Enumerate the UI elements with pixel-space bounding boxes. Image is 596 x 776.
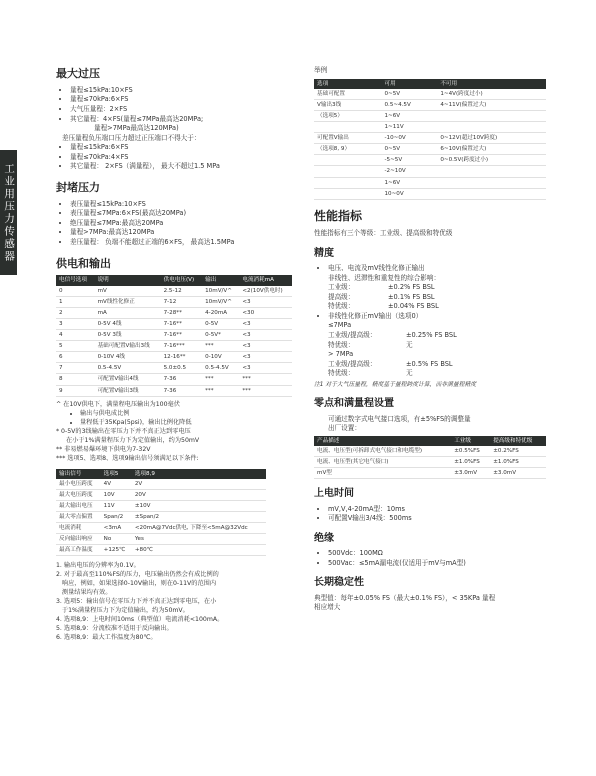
diff-intro: 差压量程负压端口压力超过正压端口不得大于：	[62, 133, 201, 142]
example-cell: 6~10V(偏置过大)	[437, 144, 546, 155]
power-note: *** 选项5、选项8、选项9输出信号须满足以下条件:	[56, 454, 199, 462]
zero-cell: ±1.0%FS	[490, 456, 546, 467]
grade-row	[314, 302, 546, 312]
zero-intro: 出厂设置：	[328, 424, 361, 433]
example-row	[314, 188, 546, 199]
output-cell: 4V	[101, 479, 132, 490]
zero-col-header: 产品描述	[317, 437, 340, 444]
example-cell	[437, 177, 546, 188]
output-row	[56, 512, 266, 523]
example-row	[314, 144, 546, 155]
output-row	[56, 545, 266, 556]
numbered-note: 1. 输出电压的分辨率为0.1V。	[56, 562, 140, 570]
example-title: 举例	[314, 66, 328, 74]
power-cell: 2	[56, 307, 95, 318]
grade-row	[314, 283, 546, 293]
performance-section	[314, 208, 546, 239]
example-cell: 1~6V	[382, 110, 438, 121]
grade-value: ±0.25% FS BSL	[406, 331, 457, 340]
output-cell: +80℃	[132, 545, 266, 556]
accuracy-range: ≤7MPa	[328, 321, 352, 330]
example-row	[314, 155, 546, 166]
grade-label: 提高级：	[328, 292, 355, 301]
power-cell: 0-5V	[202, 318, 239, 329]
output-col-header: 选项5	[103, 470, 119, 477]
right-column	[314, 66, 546, 621]
power-cell: <3	[239, 330, 292, 341]
zero-row	[314, 456, 546, 467]
power-cell: <3	[239, 296, 292, 307]
power-row	[56, 296, 292, 307]
grade-label: 工业级/提高级：	[328, 359, 377, 368]
power-cell: 10mV/V^	[202, 286, 239, 297]
insulation-title: 绝缘	[314, 532, 334, 544]
example-cell: 基础可配置	[314, 89, 382, 100]
burst-item: • 绝压量程≤7MPa:最高达20MPa	[70, 219, 292, 229]
output-cell: Span/2	[101, 512, 132, 523]
longterm-section	[314, 576, 546, 613]
power-cell: 可配置V输出4线	[95, 374, 161, 385]
example-cell	[314, 155, 382, 166]
example-cell: -2~10V	[382, 166, 438, 177]
zero-cell: ±3.0mV	[490, 468, 546, 479]
example-cell: 0~5V	[382, 89, 438, 100]
power-cell: 7-36	[161, 374, 203, 385]
power-cell: mV	[95, 286, 161, 297]
power-cell: ***	[202, 385, 239, 396]
power-cell: <2(10V供电时)	[239, 286, 292, 297]
numbered-note: 于1%满量程压力下为定值输出，约为50mV。	[56, 607, 189, 615]
grade-row	[314, 341, 546, 351]
power-notes	[56, 401, 292, 464]
longterm-title: 长期稳定性	[314, 577, 364, 589]
poweron-item: • 可配置V输出3/4线：500ms	[328, 514, 546, 524]
power-cell: 0-5V 3线	[95, 330, 161, 341]
grade-value: ±0.1% FS BSL	[388, 292, 435, 301]
power-cell: 7-16**	[161, 330, 203, 341]
output-cell: 10V	[101, 489, 132, 500]
longterm-text: 典型值：每年±0.05% FS（最大±0.1% FS），< 35KPa 量程	[314, 593, 496, 602]
example-cell	[314, 166, 382, 177]
power-cell: <3	[239, 363, 292, 374]
burst-title: 封堵压力	[56, 180, 100, 194]
power-cell: 可配置V输出3线	[95, 385, 161, 396]
example-cell: 0~5V	[382, 144, 438, 155]
output-table	[56, 469, 266, 557]
power-row	[56, 374, 292, 385]
accuracy-note: 注1 对于大气压量程，精度基于量程跨度计算，而非满量程精度	[314, 381, 477, 388]
zero-cell: mV型	[314, 468, 451, 479]
zero-col-header: 提高级和特优级	[493, 437, 533, 444]
example-table	[314, 79, 546, 200]
example-row	[314, 121, 546, 132]
accuracy-section	[314, 247, 546, 389]
power-note: ^ 在10V供电下，满量程电压输出为100毫伏	[56, 400, 180, 408]
example-cell	[314, 177, 382, 188]
power-note-cont: 在小于1%满量程压力下为定值输出，约为50mV	[66, 436, 200, 444]
power-cell: 5.0±0.5	[161, 363, 203, 374]
diff-item: • 量程≤70kPa:4×FS	[70, 153, 292, 163]
power-section	[56, 256, 292, 397]
zero-cell: ±3.0mV	[451, 468, 490, 479]
power-cell: ***	[202, 374, 239, 385]
burst-item: • 表压量程≤7MPa:6×FS(最高达20MPa)	[70, 209, 292, 219]
power-cell: 基础可配置V输出3线	[95, 341, 161, 352]
output-cell: ±Span/2	[132, 512, 266, 523]
example-cell: （选项5）	[314, 110, 382, 121]
example-cell	[437, 110, 546, 121]
accuracy-item-sub: 非线性、迟滞性和重复性的综合影响：	[328, 273, 441, 282]
power-cell: mA	[95, 307, 161, 318]
example-cell: 1~11V	[382, 121, 438, 132]
output-cell: 20V	[132, 489, 266, 500]
performance-intro: 性能指标有三个等级：工业级、提高级和特优级	[314, 229, 453, 238]
output-row	[56, 500, 266, 511]
poweron-title: 上电时间	[314, 488, 354, 500]
power-row	[56, 318, 292, 329]
numbered-note: 测量结果均有效。	[56, 589, 112, 597]
numbered-note: 6. 选项8,9：最大工作温度为80℃。	[56, 634, 157, 642]
power-row	[56, 363, 292, 374]
example-cell: 1~4V(跨度过小)	[437, 89, 546, 100]
grade-label: 特优级：	[328, 369, 355, 378]
power-cell: 0-5V*	[202, 330, 239, 341]
overpressure-item: • 量程≤15kPa:10×FS	[70, 86, 292, 96]
power-cell: 0	[56, 286, 95, 297]
power-cell: 7-16**	[161, 318, 203, 329]
zero-cell: ±1.0%FS	[451, 456, 490, 467]
output-cell: 最大电压跨度	[56, 489, 101, 500]
example-cell: -10~0V	[382, 133, 438, 144]
power-table	[56, 275, 292, 396]
power-cell: <3	[239, 341, 292, 352]
power-cell: 0.5-4.5V	[95, 363, 161, 374]
overpressure-section	[56, 66, 292, 172]
example-row	[314, 110, 546, 121]
grade-row	[314, 331, 546, 341]
power-cell: <3	[239, 352, 292, 363]
example-row	[314, 166, 546, 177]
grade-row	[314, 293, 546, 303]
output-cell: 电流消耗	[56, 523, 101, 534]
overpressure-item: • 大气压量程：2×FS	[70, 105, 292, 115]
power-cell: 0-5V 4线	[95, 318, 161, 329]
power-col-header: 电流消耗mA	[242, 277, 275, 284]
power-cell: 10mV/V^	[202, 296, 239, 307]
example-cell: 1~6V	[382, 177, 438, 188]
overpressure-item: • 量程≤70kPa:6×FS	[70, 95, 292, 105]
longterm-text: 相应增大	[314, 603, 341, 612]
power-row	[56, 286, 292, 297]
grade-row	[314, 369, 546, 379]
output-cell: No	[101, 534, 132, 545]
grade-value: ±0.2% FS BSL	[388, 283, 435, 292]
output-cell: <20mA@7Vdc供电, 下降至<5mA@32Vdc	[132, 523, 266, 534]
numbered-note: 2. 对于最高至110%FS的压力，电压输出仍然会有成比例的	[56, 571, 219, 579]
left-column	[56, 66, 292, 643]
power-cell: 9	[56, 385, 95, 396]
power-row	[56, 385, 292, 396]
power-cell: <3	[239, 318, 292, 329]
power-note-item: • 输出与供电成比例	[80, 410, 292, 419]
output-cell: Yes	[132, 534, 266, 545]
power-cell: 6	[56, 352, 95, 363]
power-note: * 0-5V的3线输出在零压力下并不真正达到零电压	[56, 427, 191, 435]
example-row	[314, 99, 546, 110]
grade-row	[314, 360, 546, 370]
power-cell: 7-12	[161, 296, 203, 307]
accuracy-item: • 非线性化修正mV输出（选项0）	[328, 312, 546, 322]
example-cell: 0~0.5V(跨度过小)	[437, 155, 546, 166]
power-col-header: 电信号选项	[59, 277, 87, 284]
numbered-note: 4. 选项8,9：上电时间10ms（典型值）电流消耗<100mA。	[56, 616, 224, 624]
zero-cell: ±0.2%FS	[490, 446, 546, 457]
power-cell: 4-20mA	[202, 307, 239, 318]
power-row	[56, 330, 292, 341]
power-cell: 1	[56, 296, 95, 307]
example-cell: （选项8, 9）	[314, 144, 382, 155]
grade-label: 特优级：	[328, 340, 355, 349]
numbered-note: 5. 选项8,9：分流校准不适用于反向输出。	[56, 625, 173, 633]
diff-item: • 其它量程： 2×FS（满量程）， 最大不超过1.5 MPa	[70, 162, 292, 172]
poweron-section	[314, 487, 546, 524]
performance-title: 性能指标	[314, 208, 363, 223]
power-row	[56, 352, 292, 363]
grade-label: 特优级：	[328, 302, 355, 311]
power-row	[56, 341, 292, 352]
output-row	[56, 523, 266, 534]
example-cell: 10~0V	[382, 188, 438, 199]
output-cell: 2V	[132, 479, 266, 490]
power-cell: ***	[239, 374, 292, 385]
grade-value: ±0.5% FS BSL	[406, 359, 453, 368]
output-row	[56, 479, 266, 490]
output-row	[56, 534, 266, 545]
accuracy-range: > 7MPa	[328, 350, 354, 359]
zero-intro: 可通过数字式电气接口选项，有±5%FS的调整量	[328, 414, 471, 423]
power-title: 供电和输出	[56, 256, 111, 270]
power-cell: 8	[56, 374, 95, 385]
output-cell: <3mA	[101, 523, 132, 534]
output-cell: ±10V	[132, 500, 266, 511]
example-cell: 0.5~4.5V	[382, 99, 438, 110]
power-cell: 7-16***	[161, 341, 203, 352]
power-note-item: • 量程低于35Kpa(5psi)，输出比例化降低	[80, 419, 292, 428]
power-col-header: 说明	[97, 277, 109, 284]
numbered-note: 3. 选项5：输出信号在零压力下并不真正达到零电压，在小	[56, 598, 217, 606]
example-col-header: 可用	[384, 80, 396, 87]
example-cell	[437, 188, 546, 199]
example-row	[314, 89, 546, 100]
insulation-section	[314, 532, 546, 569]
output-row	[56, 489, 266, 500]
power-cell: ***	[239, 385, 292, 396]
overpressure-item: • 其它量程：4×FS(量程≤7MPa最高达20MPa;	[70, 115, 292, 125]
power-cell: 0-10V	[202, 352, 239, 363]
power-cell: 2.5-12	[161, 286, 203, 297]
insulation-item: • 500Vdc：100MΩ	[328, 549, 546, 559]
example-cell	[314, 188, 382, 199]
example-row	[314, 177, 546, 188]
power-cell: 4	[56, 330, 95, 341]
power-cell: 3	[56, 318, 95, 329]
example-cell: V输出3线	[314, 99, 382, 110]
output-col-header: 输出信号	[59, 470, 82, 477]
zero-section	[314, 397, 546, 479]
grade-label: 工业级：	[328, 283, 355, 292]
burst-section	[56, 180, 292, 248]
burst-item: • 量程>7MPa:最高达120MPa	[70, 228, 292, 238]
output-cell: 最大零点偏置	[56, 512, 101, 523]
accuracy-title: 精度	[314, 247, 334, 259]
power-cell: ***	[202, 341, 239, 352]
power-cell: 7-28**	[161, 307, 203, 318]
grade-label: 工业级/提高级：	[328, 331, 377, 340]
zero-cell: 电流、电压型(可拆卸式电气接口和电缆型)	[314, 446, 451, 457]
example-cell: 0~12V(超过10V跨度)	[437, 133, 546, 144]
power-cell: 12-16**	[161, 352, 203, 363]
example-section	[314, 66, 546, 200]
grade-value: 无	[406, 340, 413, 349]
output-cell: 11V	[101, 500, 132, 511]
grade-value: 无	[406, 369, 413, 378]
overpressure-item-cont: 量程>7MPa最高达120MPa)	[94, 124, 179, 133]
example-col-header: 不可用	[440, 80, 458, 87]
zero-table	[314, 436, 546, 479]
zero-cell: 电流、电压型(其它电气接口)	[314, 456, 451, 467]
example-cell: 可配置V输出	[314, 133, 382, 144]
example-col-header: 选项	[317, 80, 329, 87]
power-col-header: 输出	[205, 277, 217, 284]
burst-item: • 差压量程： 负端不能超过正端的6×FS， 最高达1.5MPa	[70, 238, 292, 248]
burst-item: • 表压量程≤15kPa:10×FS	[70, 200, 292, 210]
output-cell: 反向输出响应	[56, 534, 101, 545]
accuracy-item: • 电压、电流及mV线性化修正输出	[328, 264, 546, 274]
power-note: ** 非易燃易爆环境下供电为7-32V	[56, 445, 151, 453]
zero-row	[314, 446, 546, 457]
output-cell: 最小电压跨度	[56, 479, 101, 490]
insulation-item: • 500Vac：≤5mA漏电流(仅适用于mV与mA型)	[328, 559, 546, 569]
overpressure-title: 最大过压	[56, 67, 100, 80]
output-cell: +125℃	[101, 545, 132, 556]
power-col-header: 供电电压(V)	[163, 277, 195, 284]
power-cell: <30	[239, 307, 292, 318]
zero-cell: ±0.5%FS	[451, 446, 490, 457]
zero-col-header: 工业级	[454, 437, 471, 444]
example-cell	[437, 166, 546, 177]
side-tab-label: 工业用压力传感器	[3, 162, 16, 263]
zero-row	[314, 468, 546, 479]
poweron-item: • mV,V,4-20mA型：10ms	[328, 505, 546, 515]
numbered-note: 响应，例如，如果选择0-10V输出，则在0-11V的范围内	[56, 580, 217, 588]
diff-item: • 量程≤15kPa:6×FS	[70, 143, 292, 153]
example-cell	[314, 121, 382, 132]
grade-value: ±0.04% FS BSL	[388, 302, 439, 311]
zero-title: 零点和满量程设置	[314, 398, 394, 410]
power-row	[56, 307, 292, 318]
output-table-wrap	[56, 469, 266, 557]
power-cell: 5	[56, 341, 95, 352]
example-cell: -5~5V	[382, 155, 438, 166]
power-cell: 0.5-4.5V	[202, 363, 239, 374]
power-cell: 0-10V 4线	[95, 352, 161, 363]
power-cell: 7-36	[161, 385, 203, 396]
example-cell: 4~11V(偏置过大)	[437, 99, 546, 110]
example-cell	[437, 121, 546, 132]
output-col-header: 选项8,9	[134, 470, 155, 477]
power-cell: mV线性化修正	[95, 296, 161, 307]
example-row	[314, 133, 546, 144]
power-cell: 7	[56, 363, 95, 374]
numbered-notes	[56, 562, 292, 643]
side-category-tab	[0, 150, 17, 275]
output-cell: 最大输出电压	[56, 500, 101, 511]
output-cell: 最高工作温度	[56, 545, 101, 556]
